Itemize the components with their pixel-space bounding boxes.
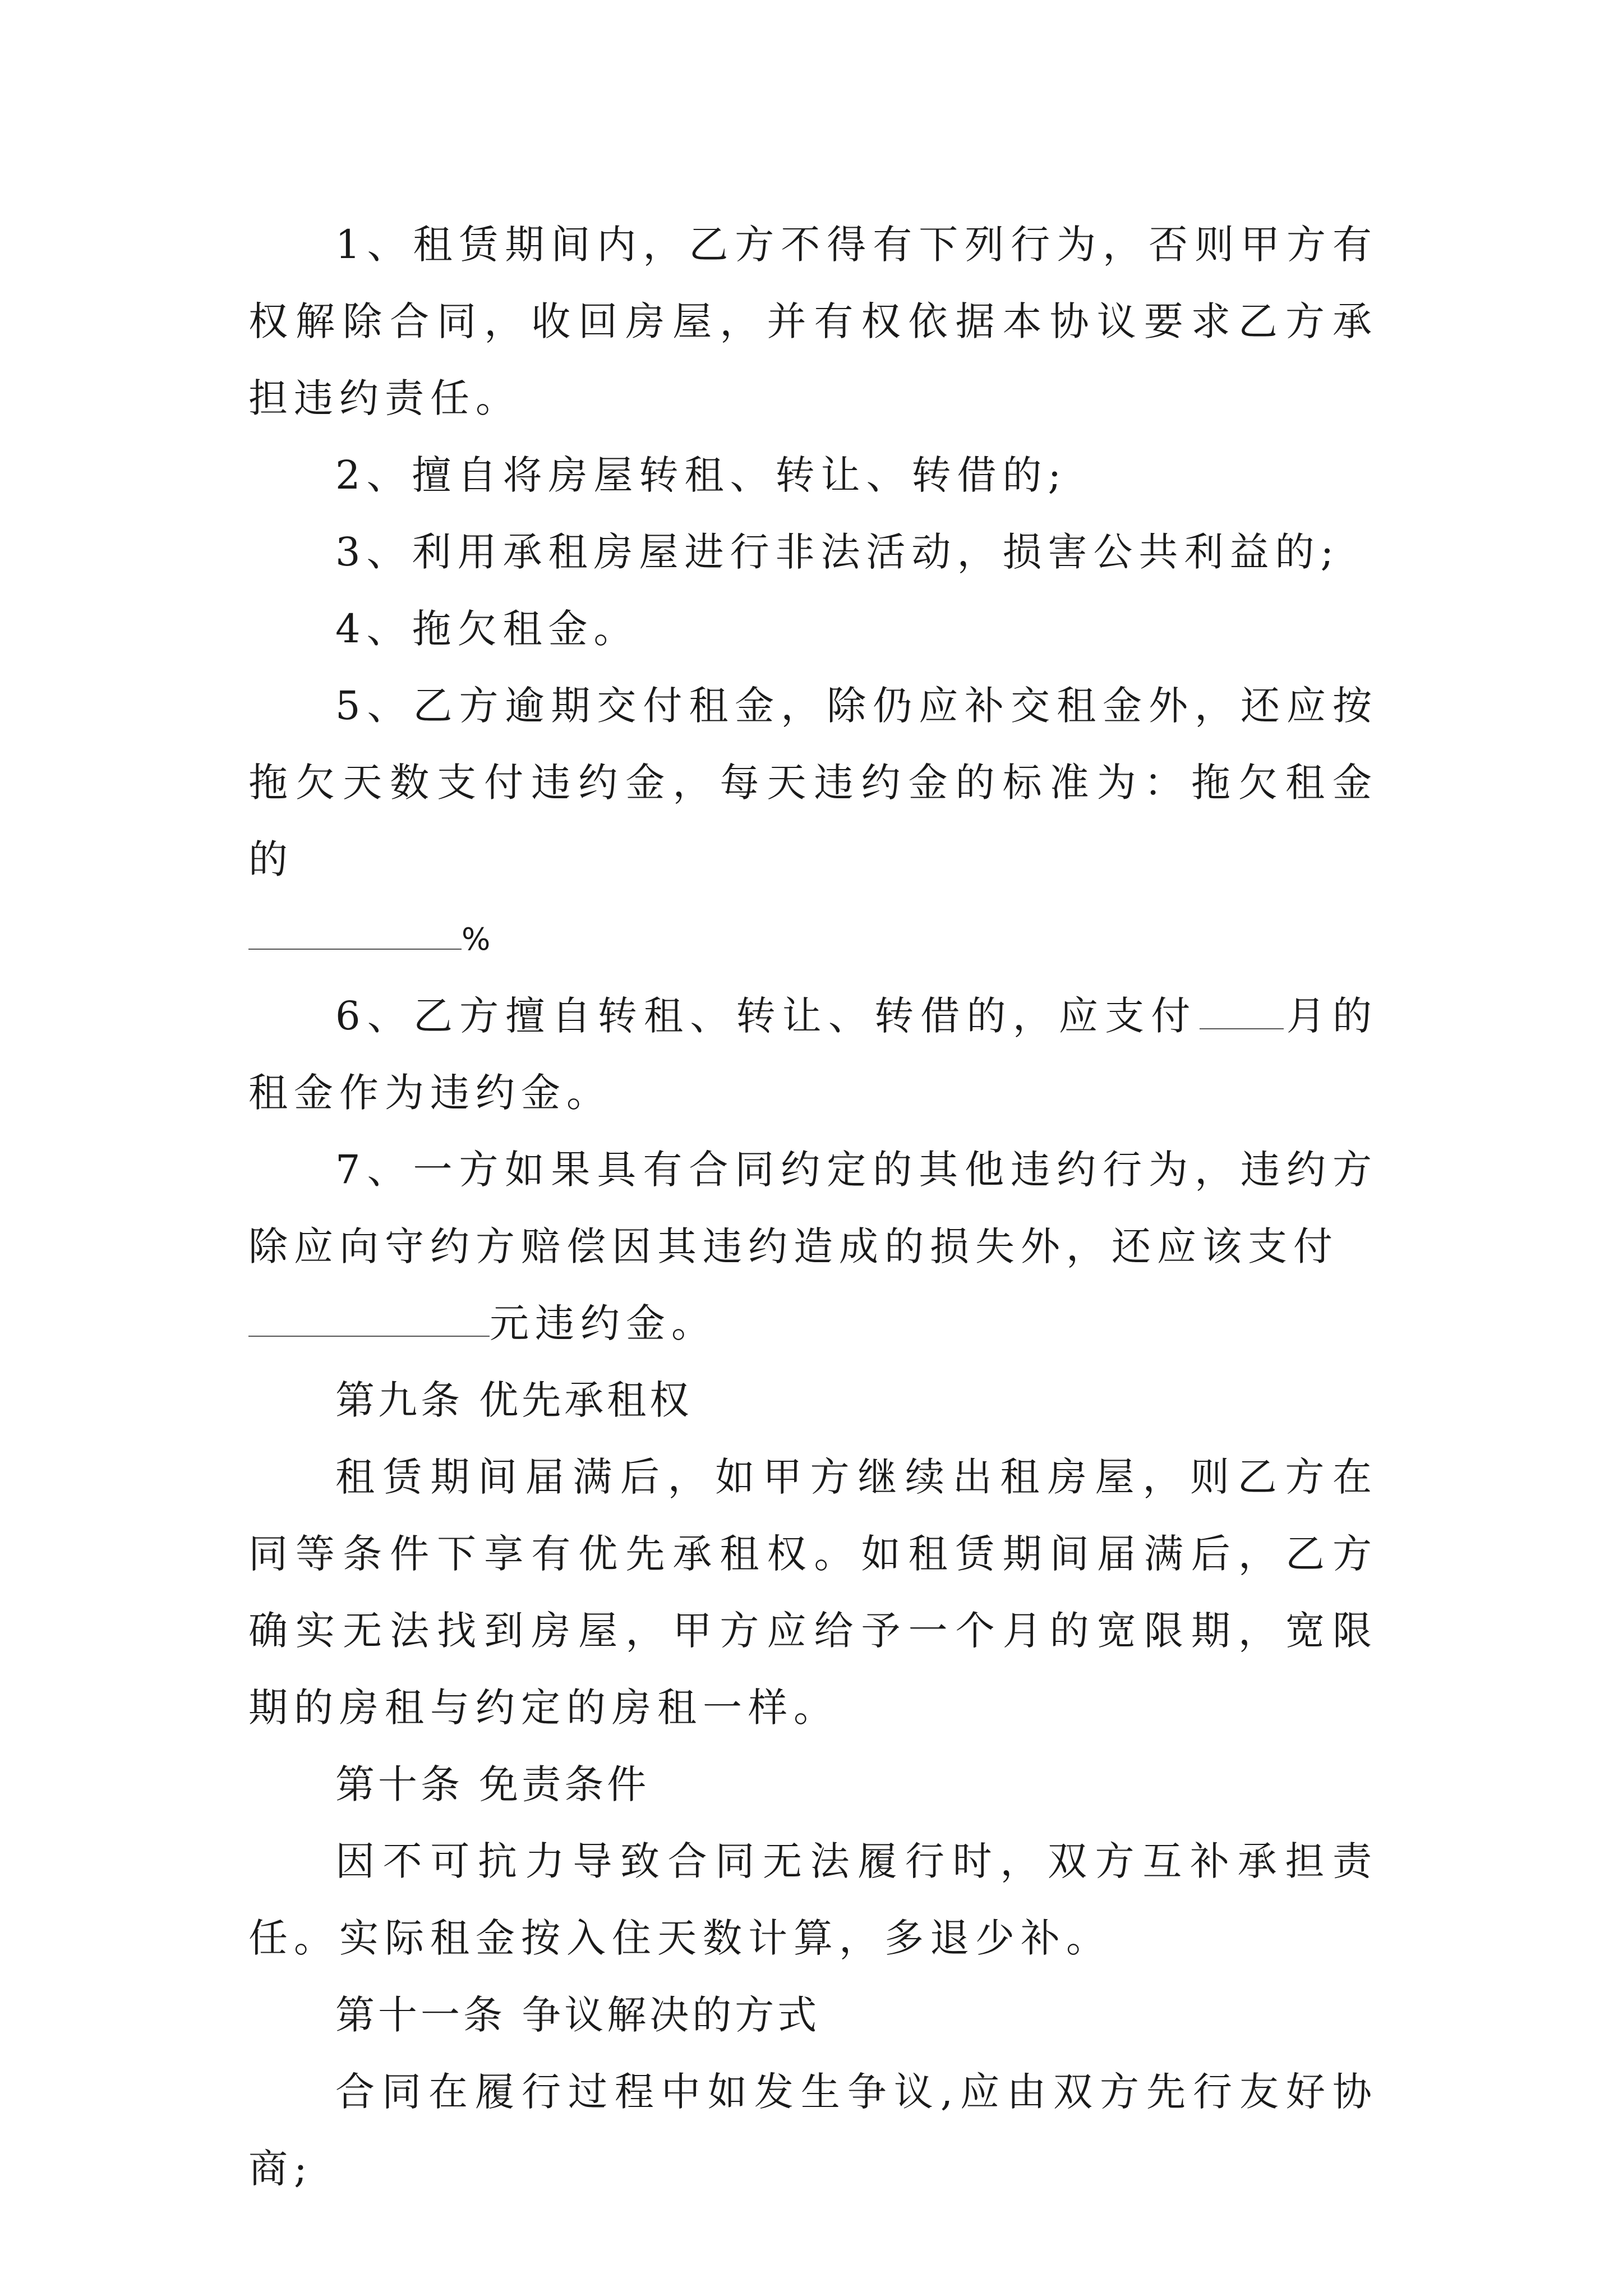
clause-6-text-after: 月的租金作为违约金。: [248, 993, 1378, 1116]
fill-in-blank: [248, 1290, 490, 1337]
clause-7-blank-line: [248, 1285, 1378, 1362]
heading-article-11: 第十一条 争议解决的方式: [335, 1992, 820, 2038]
paragraph-clause-2: 2、擅自将房屋转租、转让、转借的;: [335, 452, 1068, 498]
paragraph-clause-6: [248, 978, 1378, 1131]
clause-5-suffix: %: [462, 922, 491, 957]
heading-article-10: 第十条 免责条件: [335, 1761, 650, 1807]
paragraph-article-11: 合同在履行过程中如发生争议,应由双方先行友好协商;: [248, 2069, 1378, 2192]
heading-article-9: 第九条 优先承租权: [335, 1377, 693, 1423]
clause-5-blank-line: [248, 898, 1378, 978]
clause-7-suffix: 元违约金。: [490, 1300, 717, 1346]
fill-in-blank: [1200, 982, 1284, 1029]
document-body: [248, 206, 1378, 2207]
paragraph-clause-3: 3、利用承租房屋进行非法活动，损害公共利益的;: [335, 529, 1340, 575]
paragraph-clause-7: [248, 1131, 1378, 1362]
paragraph-article-10: 因不可抗力导致合同无法履行时，双方互补承担责任。实际租金按入住天数计算，多退少补。: [248, 1838, 1378, 1961]
paragraph-article-9: 租赁期间届满后，如甲方继续出租房屋，则乙方在同等条件下享有优先承租权。如租赁期间届满后，乙方确实无法找到房屋，甲方应给予一个月的宽限期，宽限期的房租与约定的房租一样。: [248, 1454, 1378, 1731]
clause-5-text: 5、乙方逾期交付租金，除仍应补交租金外，还应按拖欠天数支付违约金，每天违约金的标准为：拖欠租金的: [248, 683, 1378, 882]
paragraph-clause-5: [248, 668, 1378, 978]
clause-6-text-before: 6、乙方擅自转租、转让、转借的，应支付: [335, 993, 1197, 1039]
paragraph-clause-1: 1、租赁期间内，乙方不得有下列行为，否则甲方有权解除合同，收回房屋，并有权依据本协议要求乙方承担违约责任。: [248, 222, 1378, 421]
fill-in-blank: [248, 903, 462, 950]
paragraph-clause-4: 4、拖欠租金。: [335, 606, 639, 652]
clause-7-text: 7、一方如果具有合同约定的其他违约行为，违约方除应向守约方赔偿因其违约造成的损失外，还应该支付: [248, 1147, 1378, 1269]
